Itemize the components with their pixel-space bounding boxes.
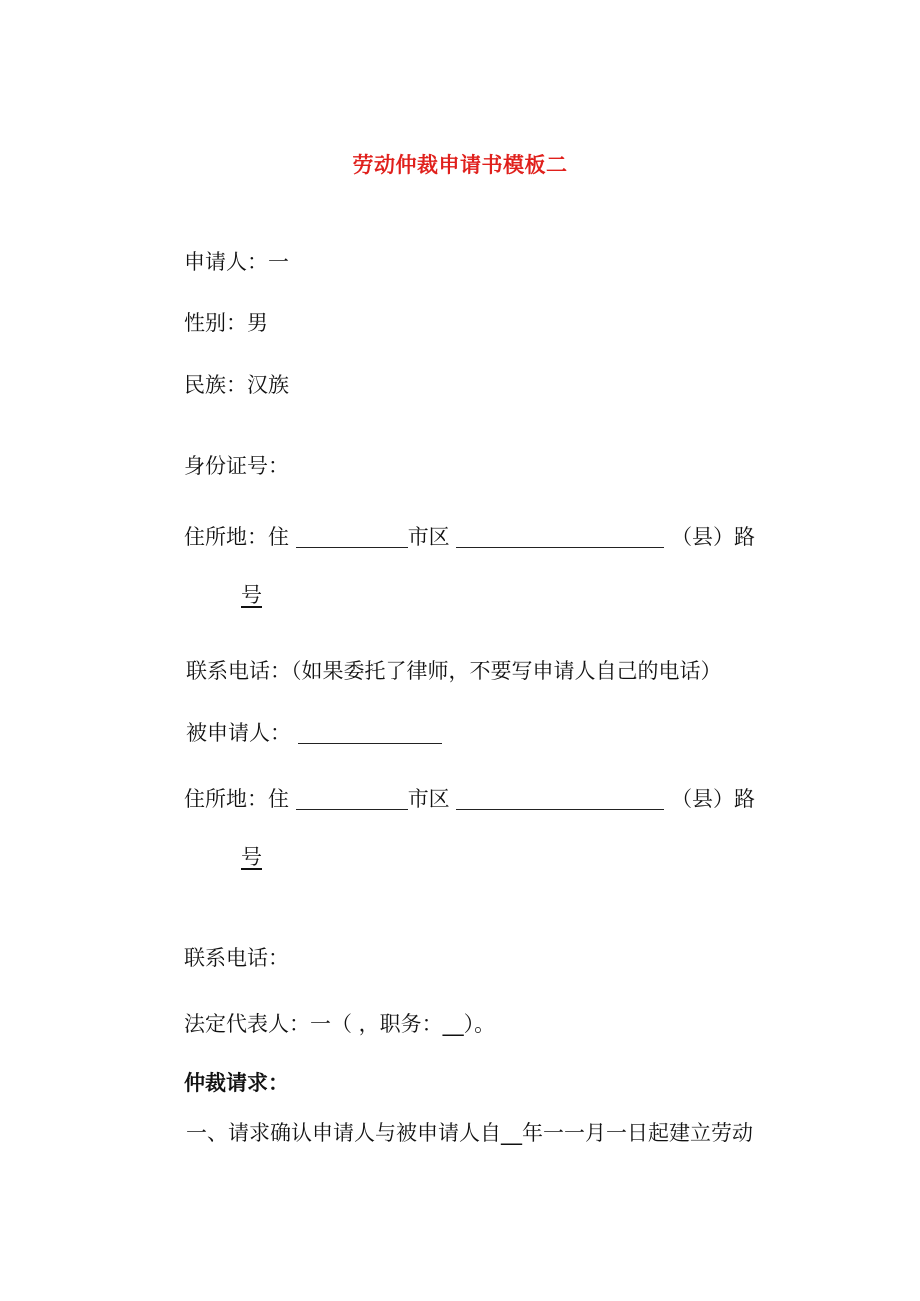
respondent-address-number: 号 [241, 845, 262, 869]
applicant-id-number: 身份证号： [184, 454, 289, 478]
address-county-road: （县）路 [671, 787, 756, 811]
address-district-blank [456, 525, 664, 548]
applicant-address [184, 522, 755, 552]
respondent-phone: 联系电话： [184, 946, 289, 970]
applicant-address-number: 号 [241, 583, 262, 607]
address-province-blank [296, 525, 408, 548]
claim-item-1: 一、请求确认申请人与被申请人自__年一一月一日起建立劳动 [186, 1121, 753, 1145]
respondent-name-label: 被申请人： [186, 721, 291, 745]
respondent-address [184, 784, 755, 814]
address-prefix: 住所地：住 [184, 525, 289, 549]
address-county-road: （县）路 [671, 525, 756, 549]
applicant-ethnicity: 民族：汉族 [184, 373, 289, 397]
address-city: 市区 [407, 787, 450, 811]
address-prefix: 住所地：住 [184, 787, 289, 811]
document-title: 劳动仲裁申请书模板二 [352, 153, 568, 177]
claims-heading: 仲裁请求： [184, 1071, 289, 1095]
address-province-blank [296, 787, 408, 810]
address-city: 市区 [407, 525, 450, 549]
respondent-name [186, 718, 442, 748]
legal-representative: 法定代表人：一（ ，职务：__）。 [184, 1012, 496, 1036]
applicant-phone: 联系电话：（如果委托了律师，不要写申请人自己的电话） [186, 659, 722, 683]
applicant-gender: 性别：男 [184, 311, 268, 335]
address-district-blank [456, 787, 664, 810]
applicant-name: 申请人：一 [184, 250, 289, 274]
respondent-name-blank [298, 721, 442, 744]
